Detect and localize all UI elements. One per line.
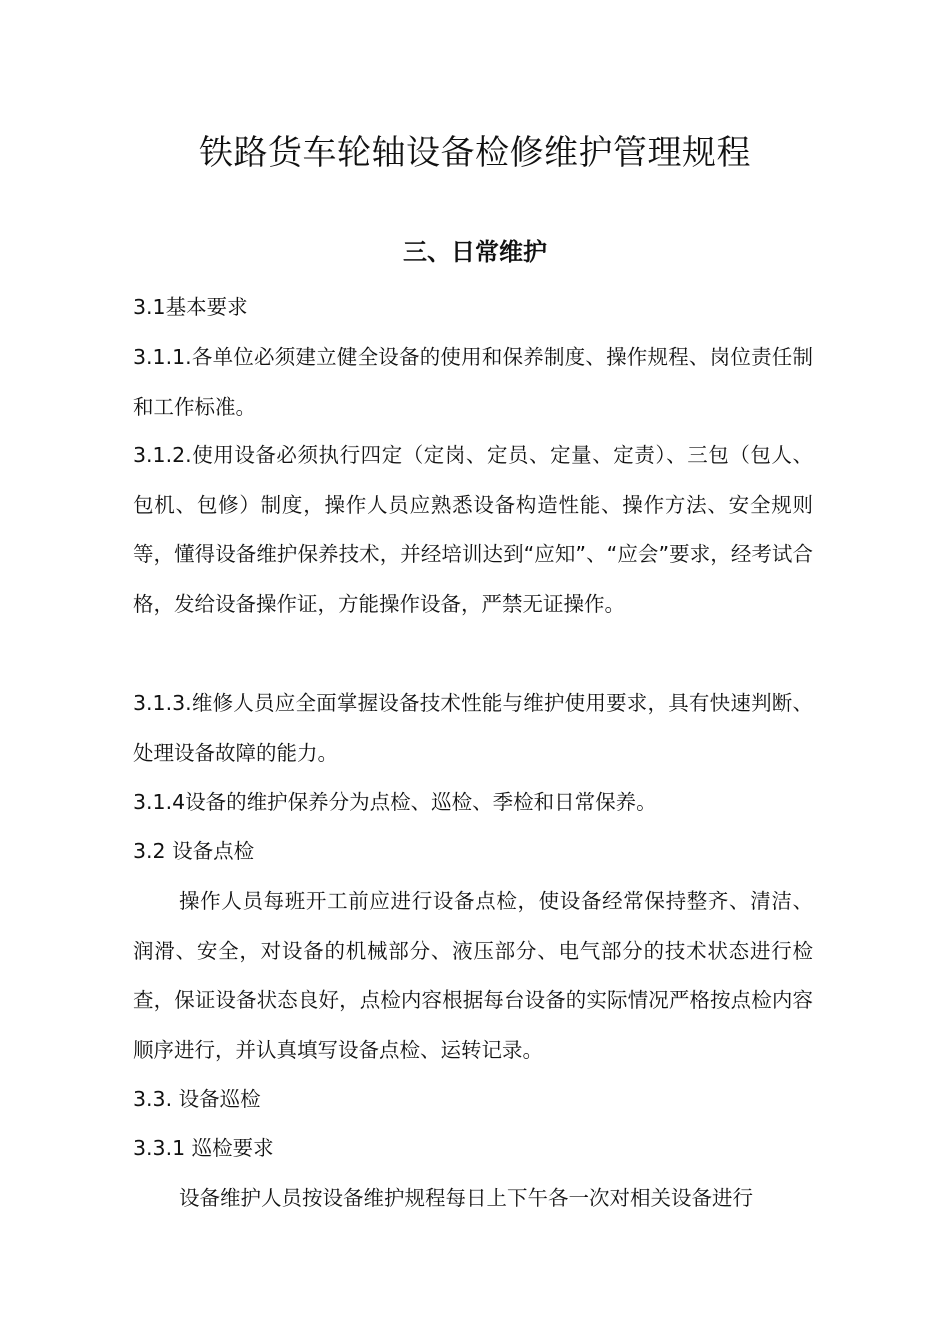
clause-3-3-1-body: 设备维护人员按设备维护规程每日上下午各一次对相关设备进行 [179, 1186, 753, 1210]
clause-3-2-heading: 3.2 设备点检 [133, 839, 255, 863]
clause-3-1-1: 3.1.1.各单位必须建立健全设备的使用和保养制度、操作规程、岗位责任制和工作标准。 [133, 345, 813, 419]
section-heading: 三、日常维护 [403, 238, 547, 266]
clause-3-1-4: 3.1.4设备的维护保养分为点检、巡检、季检和日常保养。 [133, 790, 657, 814]
clause-3-1-heading: 3.1基本要求 [133, 295, 248, 319]
clause-3-1-3: 3.1.3.维修人员应全面掌握设备技术性能与维护使用要求，具有快速判断、处理设备故障的能力。 [133, 691, 813, 765]
clause-3-3-heading: 3.3. 设备巡检 [133, 1087, 261, 1111]
clause-3-2-body: 操作人员每班开工前应进行设备点检，使设备经常保持整齐、清洁、润滑、安全，对设备的机械部分、液压部分、电气部分的技术状态进行检查，保证设备状态良好，点检内容根据每台设备的实际情况严格按点检内容顺序进行，并认真填写设备点检、运转记录。 [133, 889, 813, 1062]
document-title: 铁路货车轮轴设备检修维护管理规程 [199, 133, 751, 173]
clause-3-1-2: 3.1.2.使用设备必须执行四定（定岗、定员、定量、定责）、三包（包人、包机、包修）制度，操作人员应熟悉设备构造性能、操作方法、安全规则等，懂得设备维护保养技术，并经培训达到“应知”、“应会”要求，经考试合格，发给设备操作证，方能操作设备，严禁无证操作。 [133, 443, 813, 616]
clause-3-3-1-heading: 3.3.1 巡检要求 [133, 1136, 274, 1160]
